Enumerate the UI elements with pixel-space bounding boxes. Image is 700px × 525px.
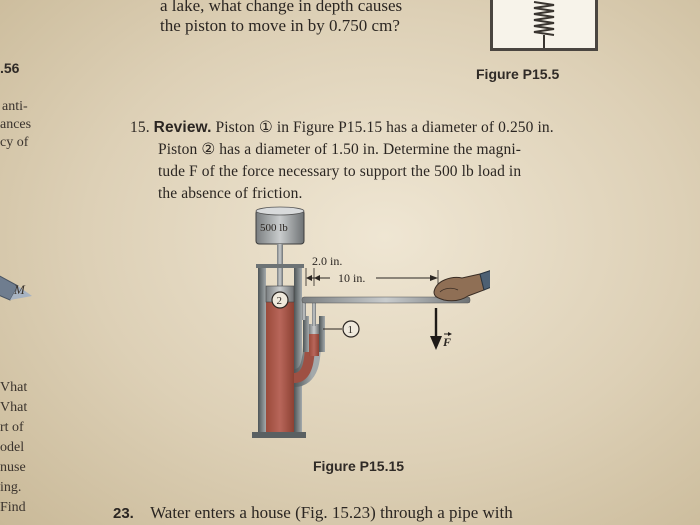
prev-problem-line-2: the piston to move in by 0.750 cm? (160, 16, 400, 35)
fluid-small (309, 332, 319, 356)
dimension-long-label: 10 in. (338, 271, 366, 285)
margin-fragment: nuse (0, 460, 26, 475)
cylinder-base (252, 432, 306, 438)
problem-15-line-2: Piston ② has a diameter of 1.50 in. Determine the magni- (158, 141, 521, 158)
piston-1-rod (312, 300, 316, 326)
prev-problem-line-1: a lake, what change in depth causes (160, 0, 403, 15)
problem-15-line-3: tude F of the force necessary to support the 500 lb load in (158, 163, 522, 180)
piston-1-number: 1 (347, 324, 353, 336)
margin-fragment: Find (0, 500, 26, 515)
problem-23 (113, 503, 513, 523)
problem-23-text: Water enters a house (Fig. 15.23) through a pipe with (150, 503, 513, 522)
fluid-large (266, 300, 294, 434)
problem-review-label: Review. (153, 119, 212, 136)
problem-15-line-4: the absence of friction. (158, 185, 303, 202)
top-figure-spring (490, 0, 598, 51)
spring-icon (493, 0, 595, 48)
problem-15-line-1 (130, 117, 554, 139)
margin-label-m: M (14, 282, 25, 297)
cylinder-wall-left (258, 266, 266, 434)
margin-fragment: ing. (0, 480, 22, 495)
top-figure-caption: Figure P15.5 (476, 66, 560, 82)
cylinder-wall-right (294, 266, 302, 434)
dimension-short-label: 2.0 in. (312, 254, 343, 268)
problem-number: 15. (130, 119, 150, 136)
figure-hydraulic-press (230, 200, 490, 445)
force-arrowhead (430, 336, 442, 350)
hand-icon (434, 270, 490, 301)
margin-fragment: Vhat (0, 400, 28, 415)
margin-fragment: .56 (0, 60, 20, 76)
problem-23-number: 23. (113, 505, 134, 522)
margin-fragment: Vhat (0, 380, 28, 395)
piston-2-number: 2 (276, 295, 282, 307)
margin-fragment: cy of (0, 135, 29, 150)
load-label: 500 lb (260, 222, 288, 234)
margin-fragment: rt of (0, 420, 24, 435)
figure-caption: Figure P15.15 (313, 458, 405, 474)
margin-fragment: odel (0, 440, 25, 455)
margin-fragment: anti- (2, 99, 28, 114)
problem-text: Piston ① in Figure P15.15 has a diameter of 0.250 in. (211, 119, 554, 136)
margin-fragment: ances (0, 117, 32, 132)
force-label: F (443, 335, 452, 349)
